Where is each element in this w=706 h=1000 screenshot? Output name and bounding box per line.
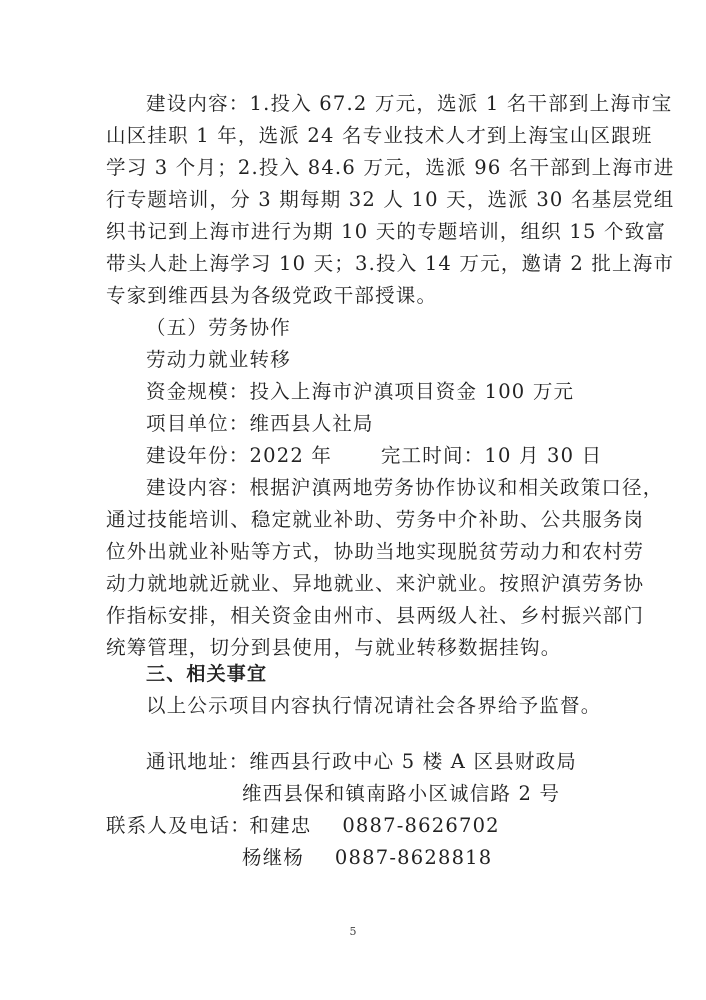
para1-line-5: 织书记到上海市进行为期 10 天的专题培训，组织 15 个致富 [106,220,667,243]
para1-line-3: 学习 3 个月；2.投入 84.6 万元，选派 96 名干部到上海市进 [106,156,675,179]
para2-line-5: 作指标安排，相关资金由州市、县两级人社、乡村振兴部门 [106,604,645,627]
para1-line-7: 专家到维西县为各级党政干部授课。 [106,284,438,307]
address-line-2: 维西县保和镇南路小区诚信路 2 号 [242,782,561,805]
para1-line-6: 带头人赴上海学习 10 天；3.投入 14 万元，邀请 2 批上海市 [106,252,675,275]
para1-line-2: 山区挂职 1 年，选派 24 名专业技术人才到上海宝山区跟班 [106,124,653,147]
build-year-row [146,444,602,468]
contact-row-1 [106,814,500,838]
address-line-1: 维西县行政中心 5 楼 A 区县财政局 [249,750,577,773]
para1-line-1: 建设内容：1.投入 67.2 万元，选派 1 名干部到上海市宝 [146,92,673,115]
contact-name-1: 和建忠 [249,814,312,837]
supervision-note: 以上公示项目内容执行情况请社会各界给予监督。 [146,694,602,717]
contact-label: 联系人及电话： [106,814,251,837]
para2-line-2: 通过技能培训、稳定就业补助、劳务中介补助、公共服务岗 [106,508,645,531]
address-label: 通讯地址： [146,750,250,773]
para2-line-4: 动力就地就近就业、异地就业、来沪就业。按照沪滇劳务协 [106,572,645,595]
section-five-heading: （五）劳务协作 [146,316,291,339]
para2-line-6: 统筹管理，切分到县使用，与就业转移数据挂钩。 [106,636,562,659]
contact-phone-1: 0887-8626702 [342,814,500,837]
project-title: 劳动力就业转移 [146,348,291,371]
fund-scale: 资金规模：投入上海市沪滇项目资金 100 万元 [146,380,575,403]
completion-time: 完工时间：10 月 30 日 [380,444,603,467]
para2-line-3: 位外出就业补贴等方式，协助当地实现脱贫劳动力和农村劳 [106,540,645,563]
para2-line-1: 建设内容：根据沪滇两地劳务协作协议和相关政策口径， [146,476,664,499]
contact-row-2 [242,846,492,870]
contact-phone-2: 0887-8628818 [334,846,493,869]
contact-name-2: 杨继杨 [242,846,305,869]
build-year: 建设年份：2022 年 [146,444,333,467]
project-unit: 项目单位：维西县人社局 [146,412,374,435]
para1-line-4: 行专题培训，分 3 期每期 32 人 10 天，选派 30 名基层党组 [106,188,675,211]
section-three-heading: 三、相关事宜 [146,663,268,685]
page-number: 5 [349,925,357,938]
address-row-1 [146,750,577,774]
